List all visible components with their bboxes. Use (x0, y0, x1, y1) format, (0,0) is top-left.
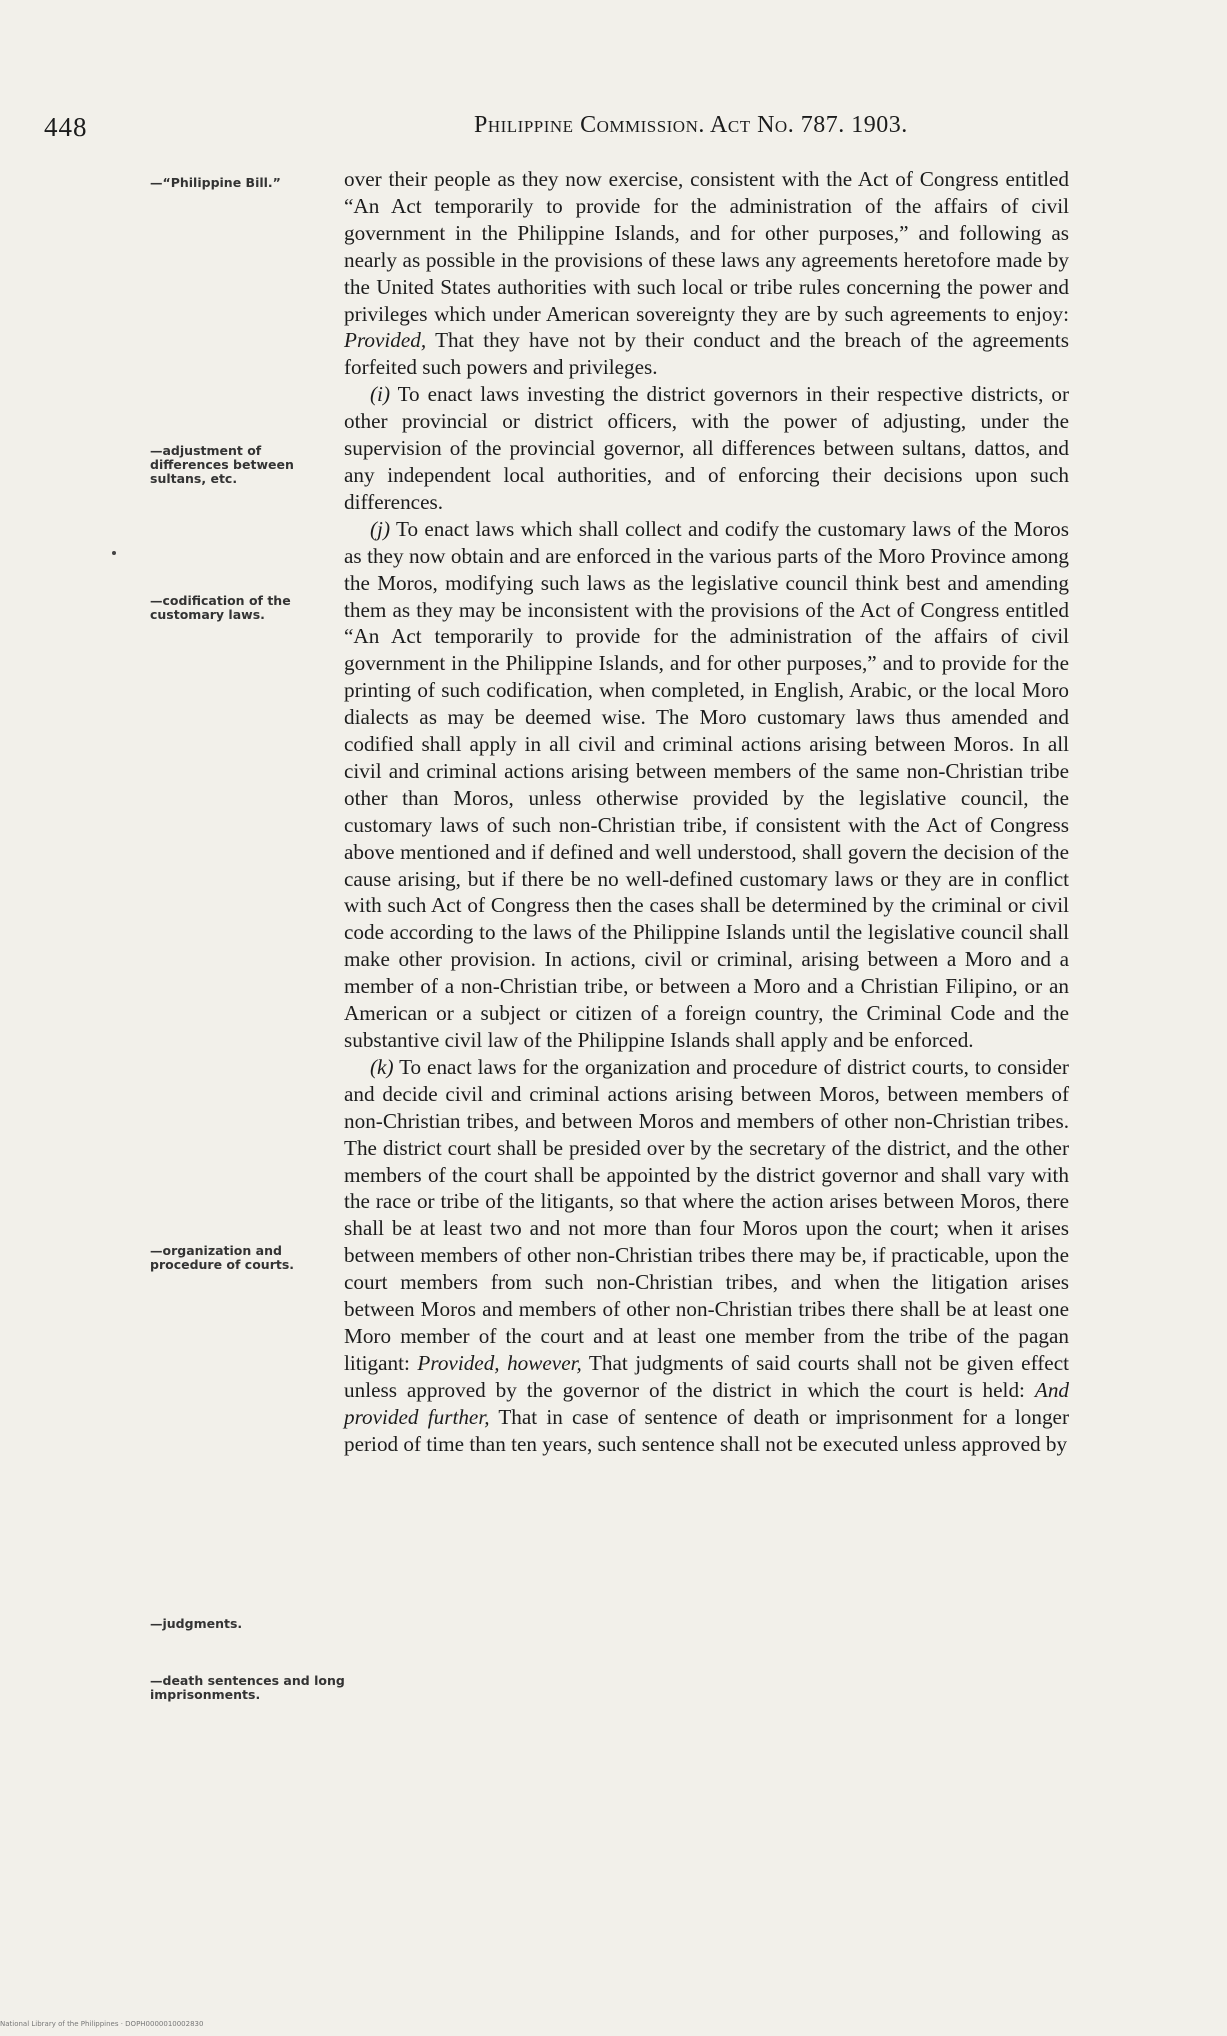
margin-note-codification: —codification of the customary laws. (150, 593, 291, 622)
paragraph-j: (j) To enact laws which shall collect and codify the customary laws of the Moros as they now obtain and are enforced in the various parts of the Moro Province among the Moros, modifying such laws as the legislative council think best and amending them as they may be inconsistent with the provisions of the Act of Congress entitled “An Act temporarily to provide for the administration of the affairs of civil government in the Philippine Islands, and for other purposes,” and to provide for the printing of such codification, when completed, in English, Arabic, or the local Moro dialects as may be deemed wise. The Moro customary laws thus amended and codified shall apply in all civil and criminal actions arising between Moros. In all civil and criminal actions arising between members of the same non-Christian tribe other than Moros, unless otherwise provided by the legislative council, the customary laws of such non-Christian tribe, if consistent with the Act of Congress above mentioned and if defined and well understood, shall govern the decision of the cause arising, but if there be no well-defined customary laws or they are in conflict with such Act of Congress then the cases shall be determined by the criminal or civil code according to the laws of the Philippine Islands until the legislative council shall make other provision. In actions, civil or criminal, arising between a Moro and a member of a non-Christian tribe, or between a Moro and a Christian Filipino, or an American or a subject or citizen of a foreign country, the Criminal Code and the substantive civil law of the Philippine Islands shall apply and be enforced. (344, 516, 1070, 1052)
paragraph-philippine-bill: over their people as they now exercise, consistent with the Act of Congress entitled “An Act temporarily to provide for the administration of the affairs of civil government in the Philippine Islands, and for other purposes,” and following as nearly as possible in the provisions of these laws any agreements heretofore made by the United States authorities with such local or tribe rules concerning the power and privileges which under American sovereignty they are by such agreements to enjoy: Provided, That they have not by their conduct and the breach of the agreements forfeited such powers and privileges. (344, 167, 1069, 380)
running-head: Philippine Commission. Act No. 787. 1903. (474, 112, 908, 138)
page-header (44, 112, 1064, 152)
scan-footer: National Library of the Philippines · DOPH0000010002830 (0, 2020, 204, 2028)
margin-note-philippine-bill: —“Philippine Bill.” (150, 175, 281, 190)
margin-note-organization: —organization and procedure of courts. (150, 1243, 295, 1272)
page-number: 448 (44, 112, 88, 142)
scan-speck (112, 551, 116, 555)
margin-note-judgments: —judgments. (150, 1616, 243, 1631)
paragraph-i: (i) To enact laws investing the district governors in their respective districts, or other provincial or district officers, with the power of adjusting, under the supervision of the provincial governor, all differences between sultans, dattos, and any independent local authorities, and of enforcing their decisions upon such differences. (344, 382, 1069, 514)
margin-note-death-sentences: —death sentences and long imprisonments. (150, 1673, 345, 1702)
body-text (344, 166, 1069, 1458)
margin-note-adjustment: —adjustment of differences between sultans, etc. (150, 443, 294, 486)
paragraph-k: (k) To enact laws for the organization and procedure of district courts, to consider and decide civil and criminal actions arising between Moros, between members of non-Christian tribes, and between Moros and members of other non-Christian tribes. The district court shall be presided over by the secretary of the district, and the other members of the court shall be appointed by the district governor and shall vary with the race or tribe of the litigants, so that where the action arises between Moros, there shall be at least two and not more than four Moros upon the court; when it arises between members of other non-Christian tribes there may be, if practicable, upon the court members from such non-Christian tribes, and when the litigation arises between Moros and members of other non-Christian tribes there shall be at least one Moro member of the court and at least one member from the tribe of the pagan litigant: Provided, however, That judgments of said courts shall not be given effect unless approved by the governor of the district in which the court is held: And provided further, That in case of sentence of death or imprisonment for a longer period of time than ten years, such sentence shall not be executed unless approved by (344, 1054, 1070, 1456)
